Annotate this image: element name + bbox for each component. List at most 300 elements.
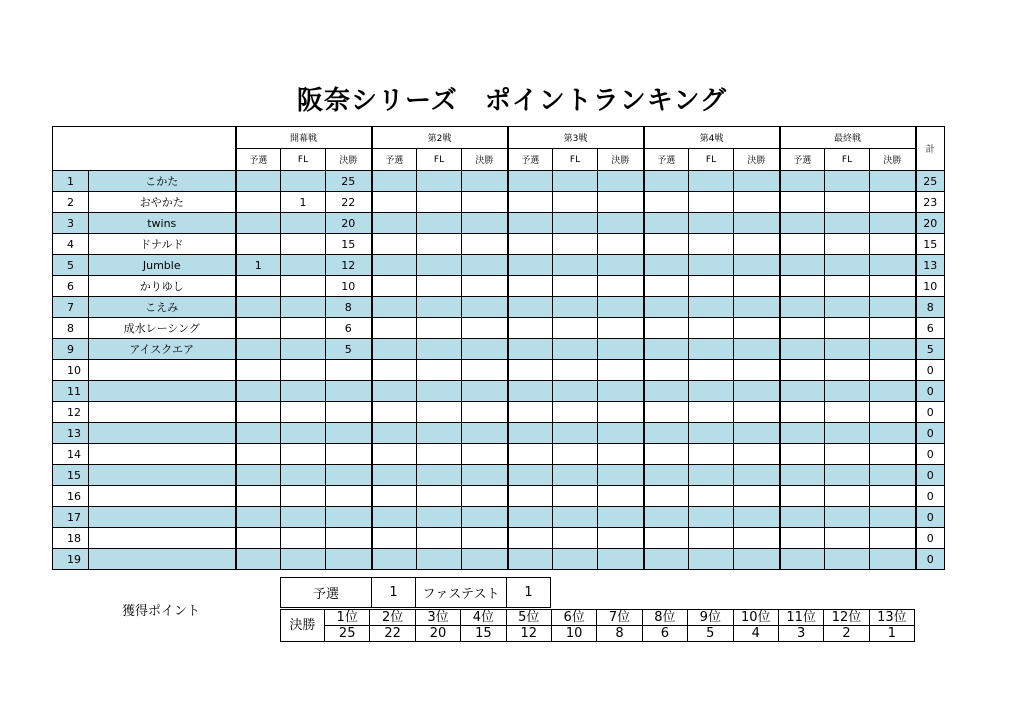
score-cell <box>780 276 825 297</box>
total-header: 計 <box>916 127 945 171</box>
score-cell <box>598 381 644 402</box>
score-cell <box>825 444 870 465</box>
score-cell <box>236 507 281 528</box>
score-cell: 1 <box>281 192 326 213</box>
score-cell <box>372 171 417 192</box>
score-cell <box>825 402 870 423</box>
total-cell: 0 <box>916 444 945 465</box>
place-points-cell: 12 <box>506 626 551 642</box>
score-cell <box>417 318 462 339</box>
place-cell: 4位 <box>461 610 506 626</box>
score-cell <box>870 318 916 339</box>
score-cell <box>689 339 734 360</box>
header-blank <box>53 127 236 171</box>
score-cell <box>372 549 417 570</box>
score-cell <box>553 234 598 255</box>
rank-cell: 2 <box>53 192 89 213</box>
score-cell <box>644 234 689 255</box>
score-cell <box>236 171 281 192</box>
score-cell <box>689 381 734 402</box>
score-cell <box>372 423 417 444</box>
group-header: 第2戦 <box>372 127 508 149</box>
score-cell <box>598 360 644 381</box>
name-cell <box>89 423 236 444</box>
score-cell <box>462 465 508 486</box>
score-cell <box>417 171 462 192</box>
total-cell: 15 <box>916 234 945 255</box>
table-row <box>53 297 945 318</box>
sub-header: FL <box>825 149 870 171</box>
name-cell <box>89 402 236 423</box>
place-cell: 5位 <box>506 610 551 626</box>
group-header-row <box>53 127 945 149</box>
score-cell <box>870 444 916 465</box>
score-cell: 8 <box>326 297 372 318</box>
score-cell <box>462 507 508 528</box>
score-cell <box>236 402 281 423</box>
total-cell: 13 <box>916 255 945 276</box>
score-cell <box>825 276 870 297</box>
score-cell <box>780 549 825 570</box>
page-title: 阪奈シリーズ ポイントランキング <box>297 86 727 116</box>
score-cell <box>462 276 508 297</box>
score-cell <box>689 549 734 570</box>
score-cell <box>734 549 780 570</box>
score-cell <box>462 402 508 423</box>
score-cell <box>598 444 644 465</box>
score-cell <box>508 465 553 486</box>
score-cell <box>462 381 508 402</box>
score-cell <box>870 486 916 507</box>
table-row <box>53 192 945 213</box>
name-cell <box>89 528 236 549</box>
score-cell <box>825 192 870 213</box>
score-cell <box>644 423 689 444</box>
score-cell <box>462 549 508 570</box>
qualifying-label: 予選 <box>281 578 372 608</box>
table-row <box>53 444 945 465</box>
score-cell <box>417 528 462 549</box>
score-cell <box>825 255 870 276</box>
score-cell <box>644 486 689 507</box>
table-row <box>53 423 945 444</box>
score-cell <box>598 339 644 360</box>
total-cell: 23 <box>916 192 945 213</box>
sub-header: 予選 <box>372 149 417 171</box>
score-cell <box>508 444 553 465</box>
place-cell: 7位 <box>597 610 642 626</box>
score-cell <box>236 213 281 234</box>
score-cell <box>825 381 870 402</box>
score-cell <box>689 465 734 486</box>
score-cell <box>326 549 372 570</box>
name-cell <box>89 465 236 486</box>
score-cell <box>689 213 734 234</box>
total-cell: 0 <box>916 381 945 402</box>
place-cell: 12位 <box>824 610 869 626</box>
table-row <box>53 528 945 549</box>
score-cell <box>372 339 417 360</box>
score-cell <box>870 171 916 192</box>
score-cell <box>281 276 326 297</box>
score-cell <box>462 192 508 213</box>
score-cell <box>825 234 870 255</box>
total-cell: 25 <box>916 171 945 192</box>
table-row <box>53 486 945 507</box>
score-cell <box>417 276 462 297</box>
score-cell <box>372 297 417 318</box>
total-cell: 20 <box>916 213 945 234</box>
group-header: 第4戦 <box>644 127 780 149</box>
name-cell: アイスクエア <box>89 339 236 360</box>
score-cell <box>281 486 326 507</box>
table-row <box>53 381 945 402</box>
score-cell <box>598 402 644 423</box>
score-cell <box>734 402 780 423</box>
score-cell <box>372 402 417 423</box>
score-cell <box>462 528 508 549</box>
score-cell <box>281 507 326 528</box>
score-cell: 25 <box>326 171 372 192</box>
score-cell <box>734 213 780 234</box>
score-cell <box>734 528 780 549</box>
score-cell <box>734 360 780 381</box>
score-cell <box>598 486 644 507</box>
place-points-cell: 22 <box>370 626 415 642</box>
place-cell: 11位 <box>778 610 823 626</box>
place-points-cell: 3 <box>778 626 823 642</box>
score-cell <box>598 465 644 486</box>
total-cell: 5 <box>916 339 945 360</box>
score-cell <box>870 402 916 423</box>
score-cell <box>689 276 734 297</box>
score-cell <box>870 423 916 444</box>
score-cell <box>644 549 689 570</box>
rank-cell: 12 <box>53 402 89 423</box>
score-cell <box>553 486 598 507</box>
score-cell <box>734 192 780 213</box>
score-cell <box>417 192 462 213</box>
final-values-row <box>281 626 915 642</box>
sub-header: 決勝 <box>326 149 372 171</box>
place-cell: 9位 <box>688 610 733 626</box>
sub-header: 決勝 <box>870 149 916 171</box>
rank-cell: 4 <box>53 234 89 255</box>
score-cell <box>462 213 508 234</box>
rank-cell: 3 <box>53 213 89 234</box>
score-cell <box>780 402 825 423</box>
score-cell <box>236 549 281 570</box>
score-cell <box>689 192 734 213</box>
score-cell <box>553 318 598 339</box>
score-cell <box>281 318 326 339</box>
score-cell <box>689 318 734 339</box>
score-cell <box>508 255 553 276</box>
score-cell <box>734 507 780 528</box>
rank-cell: 11 <box>53 381 89 402</box>
score-cell <box>462 423 508 444</box>
total-cell: 0 <box>916 486 945 507</box>
score-cell <box>780 486 825 507</box>
score-cell <box>825 339 870 360</box>
place-cell: 2位 <box>370 610 415 626</box>
score-cell <box>417 402 462 423</box>
score-cell <box>417 339 462 360</box>
place-points-cell: 8 <box>597 626 642 642</box>
score-cell <box>644 297 689 318</box>
score-cell <box>780 213 825 234</box>
score-cell <box>553 192 598 213</box>
place-cell: 3位 <box>415 610 460 626</box>
score-cell <box>734 234 780 255</box>
score-cell <box>462 234 508 255</box>
score-cell <box>553 255 598 276</box>
score-cell <box>870 276 916 297</box>
name-cell <box>89 486 236 507</box>
score-cell <box>598 192 644 213</box>
place-points-cell: 25 <box>325 626 370 642</box>
score-cell <box>598 318 644 339</box>
score-cell <box>825 423 870 444</box>
rank-cell: 16 <box>53 486 89 507</box>
total-cell: 10 <box>916 276 945 297</box>
score-cell <box>281 360 326 381</box>
score-cell <box>236 339 281 360</box>
score-cell <box>508 549 553 570</box>
score-cell <box>508 213 553 234</box>
score-cell <box>236 234 281 255</box>
table-row <box>53 171 945 192</box>
score-cell <box>825 507 870 528</box>
place-points-cell: 15 <box>461 626 506 642</box>
score-cell <box>825 360 870 381</box>
score-cell <box>236 192 281 213</box>
score-cell <box>644 171 689 192</box>
score-cell <box>780 171 825 192</box>
score-cell <box>326 486 372 507</box>
score-cell <box>644 318 689 339</box>
score-cell <box>236 444 281 465</box>
score-cell <box>326 381 372 402</box>
score-cell <box>689 486 734 507</box>
score-cell <box>689 255 734 276</box>
score-cell <box>825 486 870 507</box>
group-header: 開幕戦 <box>236 127 372 149</box>
total-cell: 0 <box>916 402 945 423</box>
rank-cell: 15 <box>53 465 89 486</box>
score-cell <box>780 507 825 528</box>
score-cell <box>508 423 553 444</box>
score-cell <box>462 297 508 318</box>
rank-cell: 5 <box>53 255 89 276</box>
score-cell <box>870 339 916 360</box>
score-cell <box>372 192 417 213</box>
score-cell <box>281 402 326 423</box>
score-cell <box>508 171 553 192</box>
score-cell <box>870 213 916 234</box>
score-cell: 12 <box>326 255 372 276</box>
score-cell <box>870 549 916 570</box>
name-cell <box>89 444 236 465</box>
score-cell <box>598 213 644 234</box>
score-cell <box>372 381 417 402</box>
score-cell <box>508 339 553 360</box>
score-cell <box>281 465 326 486</box>
score-cell <box>598 297 644 318</box>
sub-header: FL <box>689 149 734 171</box>
place-cell: 10位 <box>733 610 778 626</box>
score-cell <box>689 423 734 444</box>
score-cell <box>780 255 825 276</box>
score-cell <box>689 507 734 528</box>
score-cell <box>372 360 417 381</box>
score-cell: 10 <box>326 276 372 297</box>
table-row <box>53 339 945 360</box>
score-cell <box>372 276 417 297</box>
sub-header: 予選 <box>644 149 689 171</box>
score-cell <box>326 360 372 381</box>
score-cell <box>734 465 780 486</box>
score-cell <box>644 192 689 213</box>
rank-cell: 13 <box>53 423 89 444</box>
score-cell <box>553 402 598 423</box>
score-cell <box>734 297 780 318</box>
score-cell <box>508 486 553 507</box>
total-cell: 0 <box>916 423 945 444</box>
score-cell <box>780 192 825 213</box>
score-cell <box>825 171 870 192</box>
name-cell: おやかた <box>89 192 236 213</box>
score-cell <box>281 549 326 570</box>
score-cell <box>553 171 598 192</box>
score-cell <box>326 528 372 549</box>
score-cell <box>780 318 825 339</box>
score-cell <box>734 423 780 444</box>
score-cell: 22 <box>326 192 372 213</box>
score-cell <box>598 171 644 192</box>
sub-header: FL <box>553 149 598 171</box>
score-cell <box>508 192 553 213</box>
score-cell <box>734 486 780 507</box>
score-cell <box>644 255 689 276</box>
score-cell <box>553 465 598 486</box>
score-cell <box>372 486 417 507</box>
score-cell <box>372 444 417 465</box>
place-points-cell: 20 <box>415 626 460 642</box>
sub-header: 予選 <box>780 149 825 171</box>
score-cell <box>326 423 372 444</box>
score-cell <box>644 507 689 528</box>
score-cell <box>462 339 508 360</box>
score-cell <box>553 528 598 549</box>
score-cell <box>417 255 462 276</box>
rank-cell: 8 <box>53 318 89 339</box>
score-cell <box>689 444 734 465</box>
score-cell <box>372 507 417 528</box>
table-row <box>53 276 945 297</box>
score-cell <box>644 444 689 465</box>
score-cell <box>870 234 916 255</box>
score-cell <box>236 528 281 549</box>
sub-header: 決勝 <box>734 149 780 171</box>
total-cell: 6 <box>916 318 945 339</box>
score-cell <box>825 528 870 549</box>
name-cell <box>89 381 236 402</box>
score-cell <box>780 465 825 486</box>
score-cell <box>281 339 326 360</box>
score-cell <box>326 444 372 465</box>
score-cell <box>644 339 689 360</box>
score-cell <box>598 507 644 528</box>
place-points-cell: 6 <box>642 626 687 642</box>
score-cell <box>508 234 553 255</box>
score-cell <box>236 423 281 444</box>
score-cell <box>825 213 870 234</box>
score-cell <box>825 549 870 570</box>
score-cell <box>281 444 326 465</box>
score-cell <box>462 318 508 339</box>
score-cell <box>281 528 326 549</box>
score-cell <box>281 171 326 192</box>
score-cell <box>281 423 326 444</box>
score-cell <box>281 255 326 276</box>
name-cell <box>89 549 236 570</box>
score-cell <box>326 507 372 528</box>
score-cell <box>689 171 734 192</box>
score-cell <box>553 297 598 318</box>
score-cell <box>734 255 780 276</box>
table-row <box>53 507 945 528</box>
score-cell <box>870 360 916 381</box>
score-cell <box>825 318 870 339</box>
score-cell <box>236 381 281 402</box>
score-cell <box>780 381 825 402</box>
rank-cell: 9 <box>53 339 89 360</box>
score-cell <box>553 444 598 465</box>
total-cell: 0 <box>916 528 945 549</box>
total-cell: 0 <box>916 549 945 570</box>
total-cell: 0 <box>916 507 945 528</box>
rank-cell: 18 <box>53 528 89 549</box>
score-cell <box>417 213 462 234</box>
score-cell <box>326 465 372 486</box>
score-cell <box>870 192 916 213</box>
score-cell <box>780 423 825 444</box>
group-header: 第3戦 <box>508 127 644 149</box>
score-cell <box>236 318 281 339</box>
score-cell <box>870 507 916 528</box>
place-cell: 6位 <box>551 610 596 626</box>
score-cell <box>644 213 689 234</box>
score-cell <box>734 339 780 360</box>
score-cell <box>508 528 553 549</box>
score-cell <box>417 360 462 381</box>
score-cell <box>689 528 734 549</box>
table-row <box>53 360 945 381</box>
score-cell <box>417 549 462 570</box>
score-cell <box>372 318 417 339</box>
score-cell <box>689 297 734 318</box>
score-cell <box>780 234 825 255</box>
sub-header: FL <box>417 149 462 171</box>
place-cell: 13位 <box>869 610 914 626</box>
score-cell <box>236 276 281 297</box>
table-row <box>53 255 945 276</box>
name-cell: 成水レーシング <box>89 318 236 339</box>
name-cell: こえみ <box>89 297 236 318</box>
score-cell: 6 <box>326 318 372 339</box>
rank-cell: 6 <box>53 276 89 297</box>
